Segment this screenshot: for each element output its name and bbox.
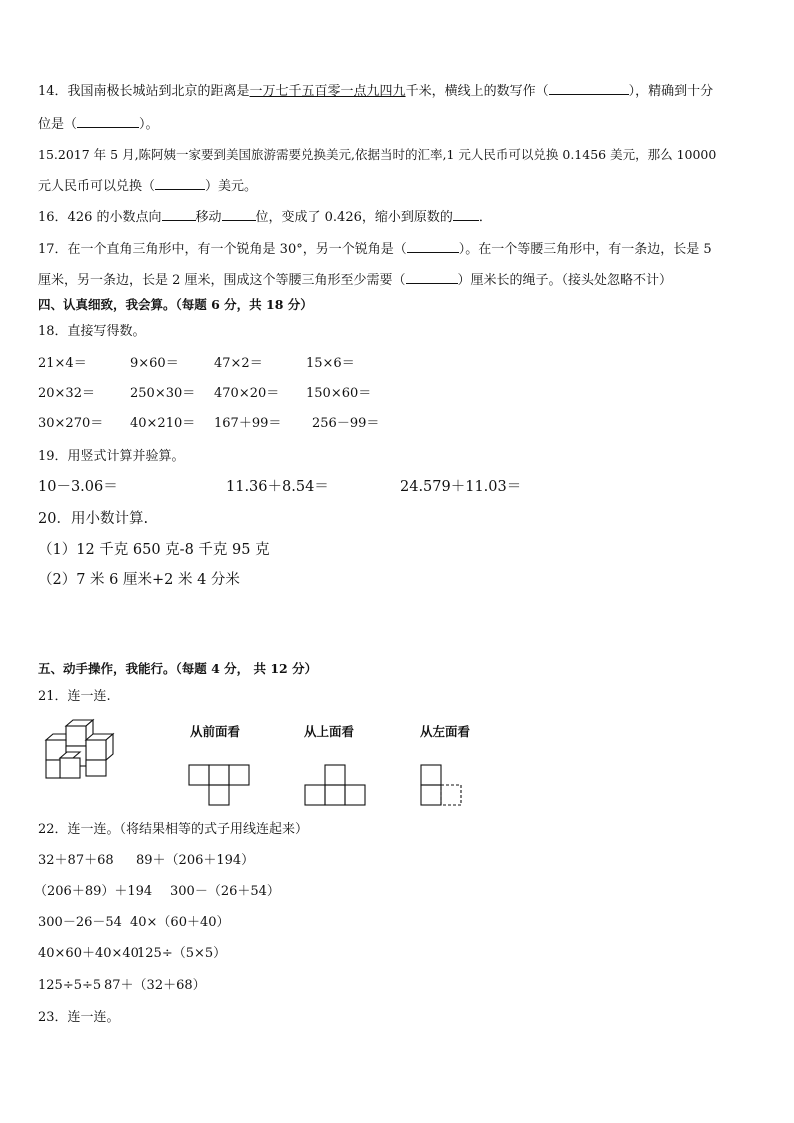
q18-expr: 21×4＝ bbox=[38, 356, 87, 371]
q16-text-1: 16．426 的小数点向 bbox=[38, 210, 162, 225]
q18-expr: 256－99＝ bbox=[312, 416, 380, 431]
q19-expr: 11.36＋8.54＝ bbox=[226, 479, 329, 495]
q18-expr: 15×6＝ bbox=[306, 356, 355, 371]
q22-right-expr[interactable]: 87＋（32＋68） bbox=[104, 978, 206, 993]
q20-item-2: （2）7 米 6 厘米+2 米 4 分米 bbox=[38, 572, 240, 588]
question-15-line-1: 15.2017 年 5 月,陈阿姨一家要到美国旅游需要兑换美元,依据当时的汇率,1 元人民币可以兑换 0.1456 美元，那么 10000 bbox=[38, 147, 717, 162]
q17-blank-1[interactable] bbox=[407, 240, 459, 253]
q16-blank-3[interactable] bbox=[453, 208, 479, 221]
view-label-front: 从前面看 bbox=[190, 724, 241, 739]
section-4-title: 四、认真细致，我会算。（每题 6 分，共 18 分） bbox=[38, 297, 313, 312]
q18-expr: 40×210＝ bbox=[130, 416, 196, 431]
question-16 bbox=[38, 208, 492, 227]
q17-blank-2[interactable] bbox=[406, 271, 458, 284]
q15-answer-blank[interactable] bbox=[155, 177, 205, 190]
view-label-top: 从上面看 bbox=[304, 724, 355, 739]
cube-stack-figure bbox=[40, 718, 140, 784]
question-19-label: 19．用竖式计算并验算。 bbox=[38, 449, 185, 464]
q22-right-expr[interactable]: 125÷（5×5） bbox=[137, 946, 227, 961]
q22-left-expr[interactable]: 300－26－54 bbox=[38, 915, 122, 930]
question-17-line-1 bbox=[38, 240, 712, 259]
q14-text: 14．我国南极长城站到北京的距离是 bbox=[38, 84, 250, 99]
view-shape-2[interactable] bbox=[304, 764, 368, 808]
q14-text-2: 千米，横线上的数写作（ bbox=[405, 84, 549, 99]
q18-expr: 250×30＝ bbox=[130, 386, 196, 401]
q22-left-expr[interactable]: 32＋87＋68 bbox=[38, 853, 114, 868]
q14-text-5: ）。 bbox=[139, 117, 159, 132]
q18-expr: 470×20＝ bbox=[214, 386, 280, 401]
question-14-line-1 bbox=[38, 82, 713, 101]
q22-left-expr[interactable]: 40×60＋40×40 bbox=[38, 946, 139, 961]
q17-text-3: 厘米，另一条边，长是 2 厘米，围成这个等腰三角形至少需要（ bbox=[38, 273, 406, 288]
question-17-line-2 bbox=[38, 271, 672, 290]
question-21-label: 21．连一连. bbox=[38, 689, 111, 704]
q14-text-3: ），精确到十分 bbox=[628, 84, 714, 99]
q15-text-2: ）美元。 bbox=[205, 179, 258, 194]
q16-text-4: ． bbox=[478, 210, 492, 225]
view-label-left: 从左面看 bbox=[420, 724, 471, 739]
q17-text-2: ）。在一个等腰三角形中，有一条边，长是 5 bbox=[458, 242, 712, 257]
q22-left-expr[interactable]: 125÷5÷5 bbox=[38, 978, 102, 993]
q16-text-2: 移动 bbox=[195, 210, 222, 225]
q19-expr: 24.579＋11.03＝ bbox=[400, 479, 522, 495]
q15-text: 元人民币可以兑换（ bbox=[38, 179, 156, 194]
view-shape-3[interactable] bbox=[420, 764, 466, 808]
q22-right-expr[interactable]: 300－（26＋54） bbox=[170, 884, 280, 899]
q18-expr: 47×2＝ bbox=[214, 356, 263, 371]
q14-answer-blank-2[interactable] bbox=[77, 115, 139, 128]
q22-right-expr[interactable]: 89＋（206＋194） bbox=[136, 853, 255, 868]
question-18-label: 18．直接写得数。 bbox=[38, 324, 146, 339]
q19-expr: 10－3.06＝ bbox=[38, 479, 118, 495]
q16-blank-1[interactable] bbox=[162, 208, 196, 221]
q22-right-expr[interactable]: 40×（60＋40） bbox=[130, 915, 230, 930]
q17-text-1: 17．在一个直角三角形中，有一个锐角是 30°，另一个锐角是（ bbox=[38, 242, 407, 257]
question-20-label: 20．用小数计算. bbox=[38, 511, 149, 527]
q14-answer-blank-1[interactable] bbox=[549, 82, 629, 95]
q22-left-expr[interactable]: （206＋89）＋194 bbox=[34, 884, 153, 899]
question-23-label: 23．连一连。 bbox=[38, 1010, 120, 1025]
q18-expr: 30×270＝ bbox=[38, 416, 104, 431]
q17-text-4: ）厘米长的绳子。（接头处忽略不计） bbox=[457, 273, 673, 288]
question-14-line-2 bbox=[38, 115, 159, 134]
q16-text-3: 位，变成了 0.426，缩小到原数的 bbox=[255, 210, 453, 225]
question-22-label: 22．连一连。（将结果相等的式子用线连起来） bbox=[38, 822, 309, 837]
q14-text-4: 位是（ bbox=[38, 117, 78, 132]
view-shape-1[interactable] bbox=[188, 764, 252, 808]
q18-expr: 20×32＝ bbox=[38, 386, 95, 401]
section-5-title: 五、动手操作，我能行。（每题 4 分， 共 12 分） bbox=[38, 661, 318, 676]
q20-item-1: （1）12 千克 650 克-8 千克 95 克 bbox=[38, 542, 270, 558]
q18-expr: 150×60＝ bbox=[306, 386, 372, 401]
q18-expr: 9×60＝ bbox=[130, 356, 179, 371]
q14-underlined-number: 一万七千五百零一点九四九 bbox=[249, 84, 406, 99]
q16-blank-2[interactable] bbox=[222, 208, 256, 221]
question-15-line-2 bbox=[38, 177, 257, 196]
q18-expr: 167＋99＝ bbox=[214, 416, 282, 431]
